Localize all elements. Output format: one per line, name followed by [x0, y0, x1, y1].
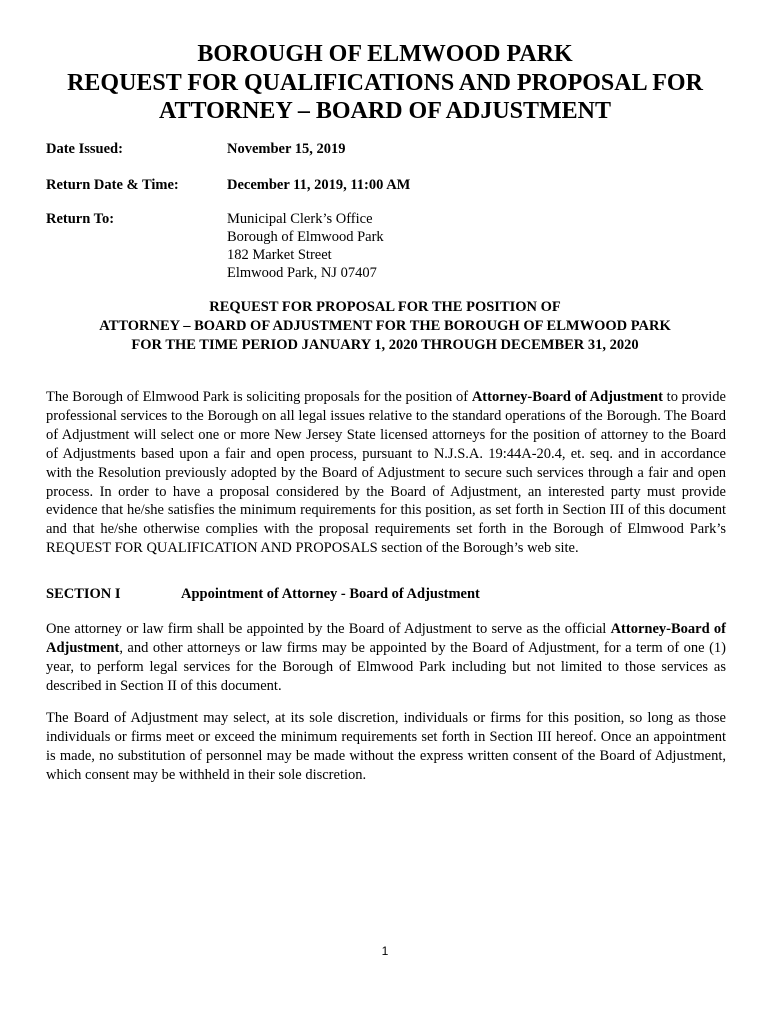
section-number: SECTION I [46, 586, 121, 602]
return-date-value: December 11, 2019, 11:00 AM [227, 177, 411, 193]
title-line-2: REQUEST FOR QUALIFICATIONS AND PROPOSAL FOR [67, 69, 703, 96]
address-line: Municipal Clerk’s Office [227, 211, 373, 227]
section-1-bold-term: Attorney-Board of Adjustment [46, 621, 726, 656]
rfp-heading-line: REQUEST FOR PROPOSAL FOR THE POSITION OF [209, 299, 561, 315]
intro-bold-term: Attorney-Board of Adjustment [471, 389, 663, 405]
date-issued-label: Date Issued: [46, 141, 123, 157]
page-number: 1 [381, 944, 389, 958]
document-title [40, 40, 730, 126]
rfp-heading-line: ATTORNEY – BOARD OF ADJUSTMENT FOR THE BOROUGH OF ELMWOOD PARK [99, 318, 671, 334]
intro-text-rest: to provide professional services to the Borough on all legal issues relative to the standard operations of the Borough. The Board of Adjustment will select one or more New Jersey State licensed attorneys for the position of attorney to the Board of Adjustments based upon a fair and open process, pursuant to N.J.S.A. 19:44A-20.4, et. seq. and in accordance with the Resolution previously adopted by the Board of Adjustment to secure such services through a fair and open process. In order to have a proposal considered by the Board of Adjustment, an interested party must provide evidence that he/she satisfies the minimum requirements for this position, as set forth in Section III of this document and that he/she otherwise complies with the proposal requirements set forth in the Borough of Elmwood Park’s REQUEST FOR QUALIFICATION AND PROPOSALS section of the Borough’s web site. [46, 389, 726, 557]
rfp-heading-line: FOR THE TIME PERIOD JANUARY 1, 2020 THROUGH DECEMBER 31, 2020 [131, 337, 639, 353]
return-date-label: Return Date & Time: [46, 177, 179, 193]
address-line: Borough of Elmwood Park [227, 229, 384, 245]
section-title: Appointment of Attorney - Board of Adjustment [181, 586, 480, 602]
return-to-label: Return To: [46, 211, 115, 227]
rfp-heading [30, 298, 740, 355]
address-line: 182 Market Street [227, 247, 332, 263]
intro-paragraph [46, 388, 726, 558]
title-line-1: BOROUGH OF ELMWOOD PARK [197, 41, 573, 67]
title-line-3: ATTORNEY – BOARD OF ADJUSTMENT [158, 98, 612, 124]
section-1-text: One attorney or law firm shall be appointed by the Board of Adjustment to serve as the official [46, 621, 611, 637]
section-1-text-rest: , and other attorneys or law firms may be appointed by the Board of Adjustment, for a term of one (1) year, to perform legal services for the Borough of Elmwood Park including but not limited to those services as described in Section II of this document. [46, 639, 726, 694]
section-1-paragraph-1 [46, 620, 726, 696]
date-issued-value: November 15, 2019 [227, 141, 346, 157]
section-1-paragraph-2: The Board of Adjustment may select, at its sole discretion, individuals or firms for this position, so long as those individuals or firms meet or exceed the minimum requirements set forth in Section III hereof. Once an appointment is made, no substitution of personnel may be made without the express written consent of the Board of Adjustment, which consent may be withheld in their sole discretion. [46, 710, 726, 783]
intro-text: The Borough of Elmwood Park is soliciting proposals for the position of [46, 389, 472, 405]
address-line: Elmwood Park, NJ 07407 [227, 265, 377, 281]
return-to-address [227, 210, 384, 282]
